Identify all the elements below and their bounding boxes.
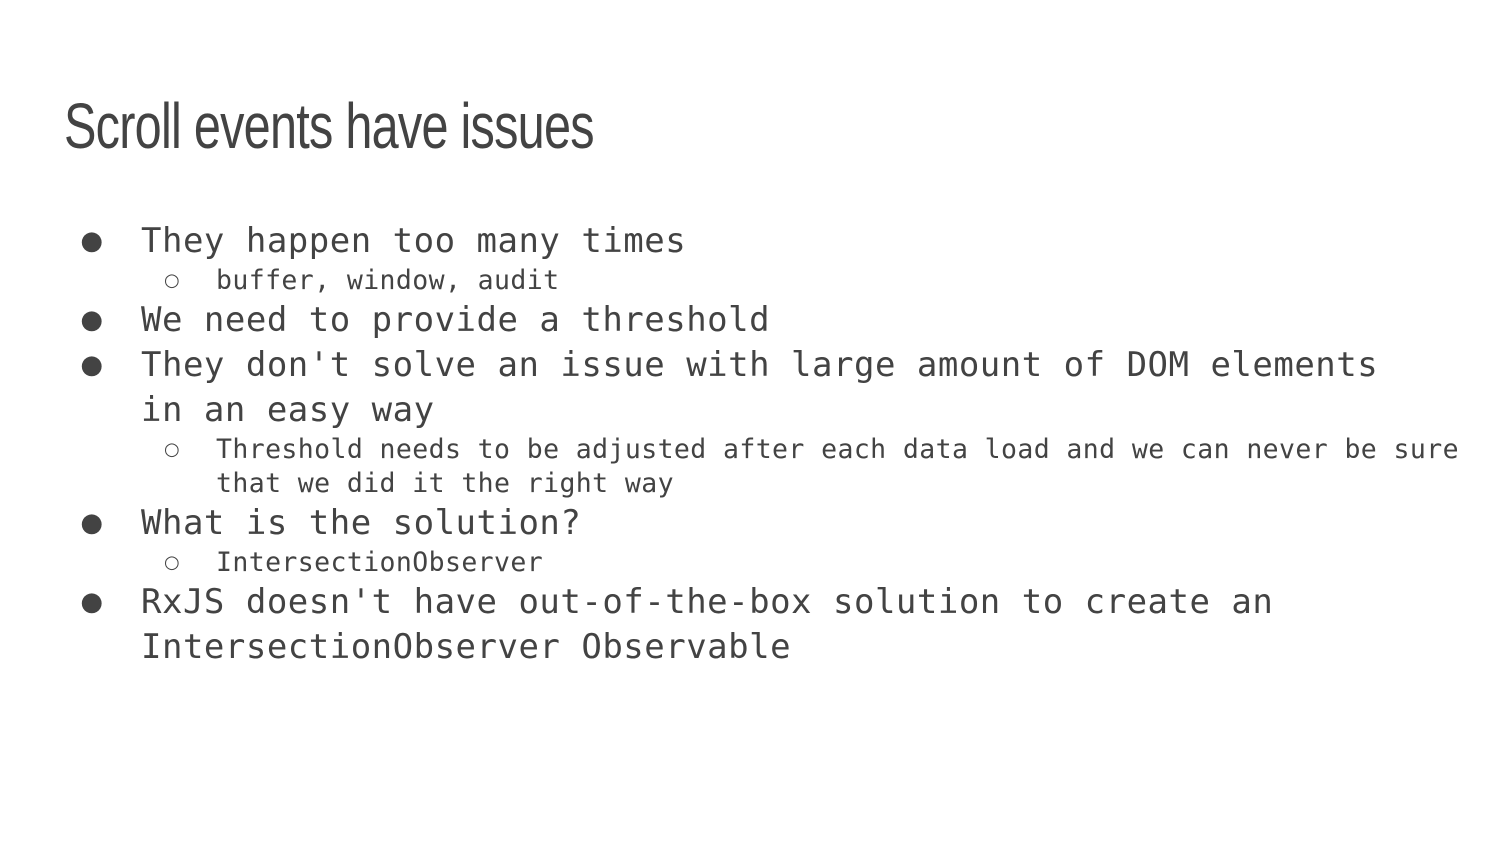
sub-bullet-item bbox=[163, 546, 1500, 580]
sub-bullet-list bbox=[80, 433, 1500, 501]
sub-bullet-icon: ○ bbox=[163, 552, 181, 573]
bullet-icon: ● bbox=[80, 350, 104, 380]
sub-bullet-text: IntersectionObserver bbox=[216, 547, 544, 578]
sub-bullet-icon: ○ bbox=[163, 439, 181, 460]
slide-title: Scroll events have issues bbox=[64, 90, 594, 162]
bullet-text: What is the solution? bbox=[141, 503, 582, 543]
bullet-item bbox=[80, 298, 1440, 343]
bullet-icon: ● bbox=[80, 508, 104, 538]
bullet-icon: ● bbox=[80, 226, 104, 256]
bullet-text: They don't solve an issue with large amount of DOM elements in an easy way bbox=[141, 345, 1379, 430]
bullet-text: They happen too many times bbox=[141, 221, 687, 261]
bullet-item bbox=[80, 580, 1440, 670]
bullet-list bbox=[80, 219, 1459, 670]
sub-bullet-icon: ○ bbox=[163, 270, 181, 291]
sub-bullet-item bbox=[163, 264, 1500, 298]
bullet-text: We need to provide a threshold bbox=[141, 300, 771, 340]
bullet-item bbox=[80, 219, 1440, 298]
sub-bullet-text: Threshold needs to be adjusted after each data load and we can never be sure that we did it the right way bbox=[216, 434, 1459, 499]
bullet-item bbox=[80, 501, 1440, 580]
sub-bullet-list bbox=[80, 546, 1500, 580]
bullet-icon: ● bbox=[80, 587, 104, 617]
bullet-item bbox=[80, 343, 1459, 501]
sub-bullet-item bbox=[163, 433, 1500, 501]
sub-bullet-text: buffer, window, audit bbox=[216, 265, 560, 296]
sub-bullet-list bbox=[80, 264, 1500, 298]
bullet-icon: ● bbox=[80, 305, 104, 335]
bullet-text: RxJS doesn't have out-of-the-box solution to create an IntersectionObserver Observable bbox=[141, 582, 1274, 667]
